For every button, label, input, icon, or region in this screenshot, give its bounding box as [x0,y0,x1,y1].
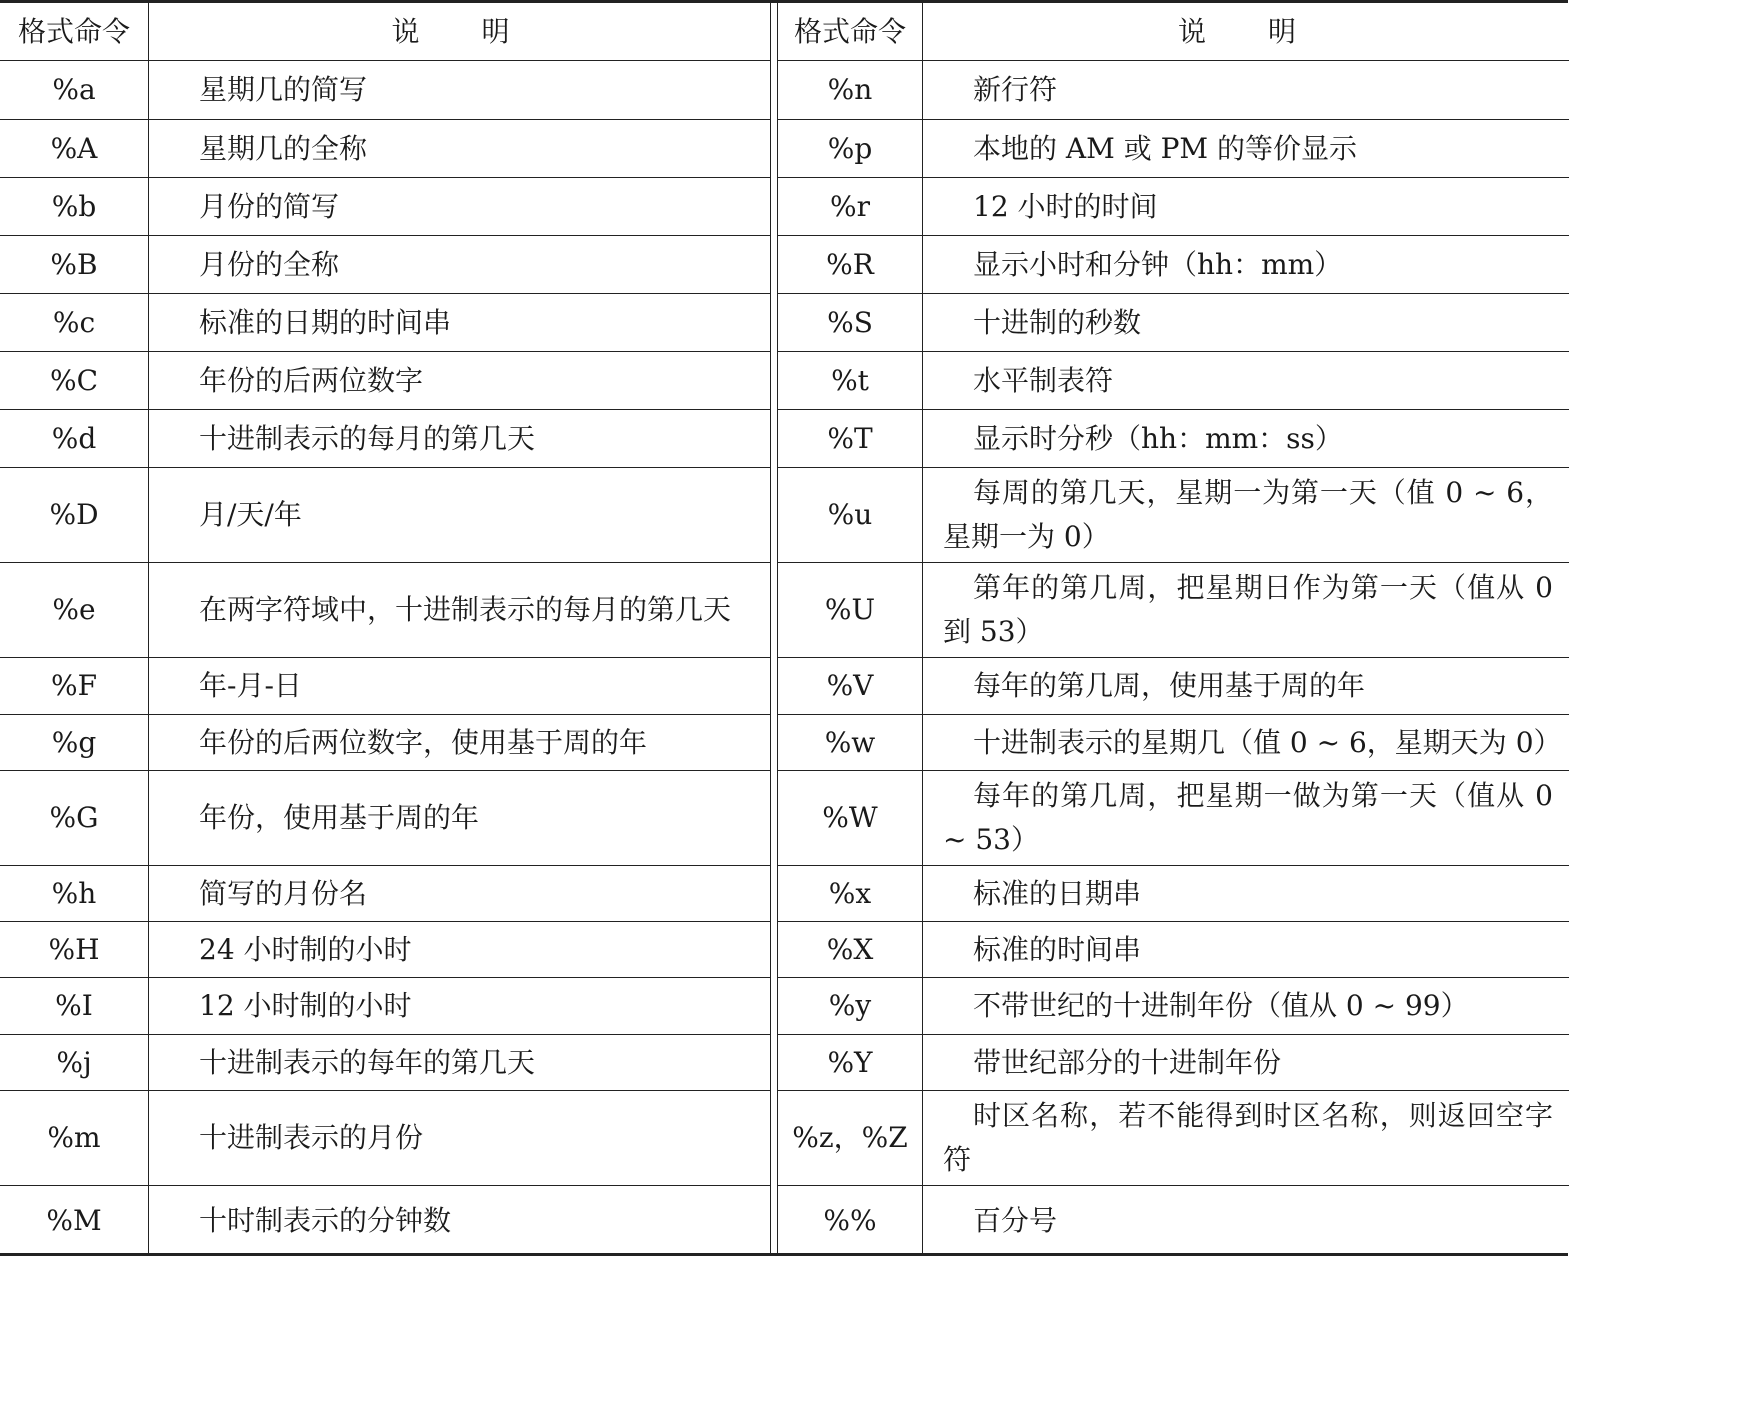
table-row [778,658,1569,715]
description-cell [149,1091,770,1185]
format-code: %T [827,421,873,455]
format-code-cell [0,468,149,562]
format-code: %W [822,801,878,834]
format-code: %D [49,498,99,531]
format-code: %u [827,498,873,531]
description-text: 每周的第几天，星期一为第一天（值 0 ~ 6，星期一为 0） [943,476,1553,553]
table-row [0,468,770,563]
description-cell [923,178,1569,235]
description-text: 星期几的简写 [199,73,368,106]
table-row [778,294,1569,352]
description-cell [149,866,770,921]
format-code: %U [824,593,876,626]
description-text: 12 小时制的小时 [199,989,412,1022]
description-text: 月份的简写 [199,189,340,223]
description-cell [923,120,1569,177]
table-pane-right [777,3,1569,1253]
header-desc: 说 明 [391,14,512,48]
format-code: %h [51,876,97,910]
format-code: %b [51,189,97,223]
table-row [0,178,770,236]
format-code: %p [827,131,873,165]
table-row [778,1091,1569,1186]
format-code: %y [828,989,872,1022]
description-cell [923,771,1569,865]
description-text: 简写的月份名 [199,876,368,910]
format-code: %X [826,932,874,966]
description-cell [149,468,770,562]
format-code-cell [0,978,149,1034]
description-cell [149,922,770,977]
description-cell [149,1186,770,1256]
table-row [0,294,770,352]
format-code-cell [778,715,923,770]
format-code-cell [778,1035,923,1090]
description-text: 在两字符域中，十进制表示的每月的第几天 [199,593,732,626]
format-code-cell [0,178,149,235]
table-pane-left [0,3,770,1253]
table-row [778,978,1569,1035]
description-text: 标准的日期串 [973,876,1142,910]
format-code-cell [778,236,923,293]
format-code-cell [778,178,923,235]
table-row [778,468,1569,563]
description-text: 12 小时的时间 [973,189,1158,223]
description-cell [149,410,770,467]
description-cell [923,658,1569,714]
format-code: %S [827,305,873,339]
description-text: 不带世纪的十进制年份（值从 0 ~ 99） [973,989,1469,1022]
table-header-row [778,3,1569,61]
format-code-cell [0,236,149,293]
description-text: 十进制表示的每年的第几天 [199,1045,536,1079]
table-row [778,866,1569,922]
description-text: 十进制的秒数 [973,305,1142,339]
format-code: %c [52,305,96,339]
description-text: 十进制表示的月份 [199,1121,424,1154]
description-text: 十时制表示的分钟数 [199,1204,452,1237]
description-text: 新行符 [973,73,1058,106]
description-text: 月份的全称 [199,247,340,281]
format-code-cell [778,922,923,977]
format-code: %F [50,669,98,702]
format-code: %G [49,801,99,834]
table-row [778,352,1569,410]
table-row [778,178,1569,236]
format-code: %A [50,131,98,165]
table-row [778,715,1569,771]
description-text: 标准的日期的时间串 [199,305,452,339]
format-code: %d [51,421,97,455]
description-text: 带世纪部分的十进制年份 [973,1045,1282,1079]
format-code-cell [0,1035,149,1090]
format-code: %r [830,189,870,223]
description-cell [149,563,770,657]
description-cell [923,978,1569,1034]
format-code-cell [0,1091,149,1185]
format-code: %I [55,989,93,1022]
format-code-cell [0,866,149,921]
format-code: %x [828,876,872,910]
table-row [778,771,1569,866]
format-code: %g [51,725,97,759]
description-cell [923,61,1569,119]
format-code-cell [778,1186,923,1256]
header-code: 格式命令 [778,3,923,60]
description-text: 第年的第几周，把星期日作为第一天（值从 0 到 53） [943,571,1553,648]
format-code-cell [778,563,923,657]
description-text: 十进制表示的星期几（值 0 ~ 6，星期天为 0） [973,725,1562,759]
description-cell [923,468,1569,562]
description-text: 本地的 AM 或 PM 的等价显示 [973,131,1358,165]
table-row [0,410,770,468]
header-code: 格式命令 [0,3,149,60]
description-text: 年份的后两位数字，使用基于周的年 [199,725,648,759]
description-text: 标准的时间串 [973,932,1142,966]
description-cell [923,236,1569,293]
format-code-cell [778,294,923,351]
format-code: %B [50,247,98,281]
description-text: 十进制表示的每月的第几天 [199,421,536,455]
description-cell [923,410,1569,467]
description-text: 百分号 [973,1204,1058,1237]
format-code-cell [778,658,923,714]
description-cell [149,978,770,1034]
description-cell [149,178,770,235]
format-code-cell [778,978,923,1034]
format-code-cell [778,61,923,119]
description-text: 每年的第几周，把星期一做为第一天（值从 0 ~ 53） [943,779,1553,856]
header-desc: 说 明 [1177,14,1298,48]
format-code-cell [778,468,923,562]
description-text: 水平制表符 [973,363,1114,397]
table-row [778,120,1569,178]
format-code: %V [826,669,874,702]
format-code-cell [0,352,149,409]
format-code-cell [778,352,923,409]
table-row [0,922,770,978]
description-cell [923,563,1569,657]
table-row [778,410,1569,468]
format-code-cell [778,771,923,865]
description-cell [923,1186,1569,1256]
format-code: %H [48,932,100,966]
format-code: %n [827,73,873,106]
description-text: 24 小时制的小时 [199,932,412,966]
description-text: 每年的第几周，使用基于周的年 [973,669,1366,702]
description-text: 显示时分秒（hh：mm：ss） [973,421,1343,455]
table-row [778,61,1569,120]
table-row [778,922,1569,978]
table-row [778,1035,1569,1091]
description-text: 时区名称，若不能得到时区名称，则返回空字符 [943,1099,1553,1176]
format-code-cell [0,563,149,657]
table-row [778,1186,1569,1256]
format-code-cell [778,866,923,921]
table-row [0,715,770,771]
format-code-cell [0,715,149,770]
format-code-cell [0,294,149,351]
format-code: %w [824,725,876,759]
description-cell [923,294,1569,351]
description-cell [923,715,1569,770]
description-cell [149,236,770,293]
description-text: 月/天/年 [199,498,302,531]
description-cell [923,1035,1569,1090]
description-text: 星期几的全称 [199,131,368,165]
format-code: %R [826,247,874,281]
format-code-cell [0,410,149,467]
format-code: %z，%Z [792,1121,908,1154]
description-cell [149,715,770,770]
table-row [0,236,770,294]
description-cell [149,120,770,177]
table-row [0,866,770,922]
table-row [0,61,770,120]
format-code: %C [49,363,99,397]
description-cell [923,352,1569,409]
format-code: %t [831,363,869,397]
format-code-cell [0,120,149,177]
format-code-cell [0,771,149,865]
table-row [778,236,1569,294]
format-code-cell [778,410,923,467]
description-text: 年份的后两位数字 [199,363,424,397]
format-code: %a [52,73,96,106]
format-code-cell [778,1091,923,1185]
description-cell [149,1035,770,1090]
format-code: %j [56,1045,92,1079]
format-code: %% [823,1204,877,1237]
format-code-cell [0,922,149,977]
description-cell [923,922,1569,977]
description-cell [149,294,770,351]
pane-divider [770,3,771,1253]
table-row [0,352,770,410]
description-text: 显示小时和分钟（hh：mm） [973,247,1343,281]
description-text: 年份，使用基于周的年 [199,801,480,834]
table-row [0,978,770,1035]
table-row [0,771,770,866]
format-code-cell [778,120,923,177]
table-row [0,120,770,178]
format-code: %M [46,1204,102,1237]
format-code-cell [0,658,149,714]
table-row [0,563,770,658]
description-cell [923,866,1569,921]
description-cell [923,1091,1569,1185]
description-cell [149,61,770,119]
format-code: %Y [827,1045,873,1079]
table-header-row [0,3,770,61]
table-row [0,1091,770,1186]
description-cell [149,352,770,409]
format-code: %e [52,593,96,626]
format-code-cell [0,1186,149,1256]
description-cell [149,658,770,714]
description-text: 年-月-日 [199,669,302,702]
table-row [0,658,770,715]
format-code: %m [47,1121,101,1154]
table-row [778,563,1569,658]
description-cell [149,771,770,865]
table-row [0,1035,770,1091]
table-row [0,1186,770,1256]
format-code-cell [0,61,149,119]
